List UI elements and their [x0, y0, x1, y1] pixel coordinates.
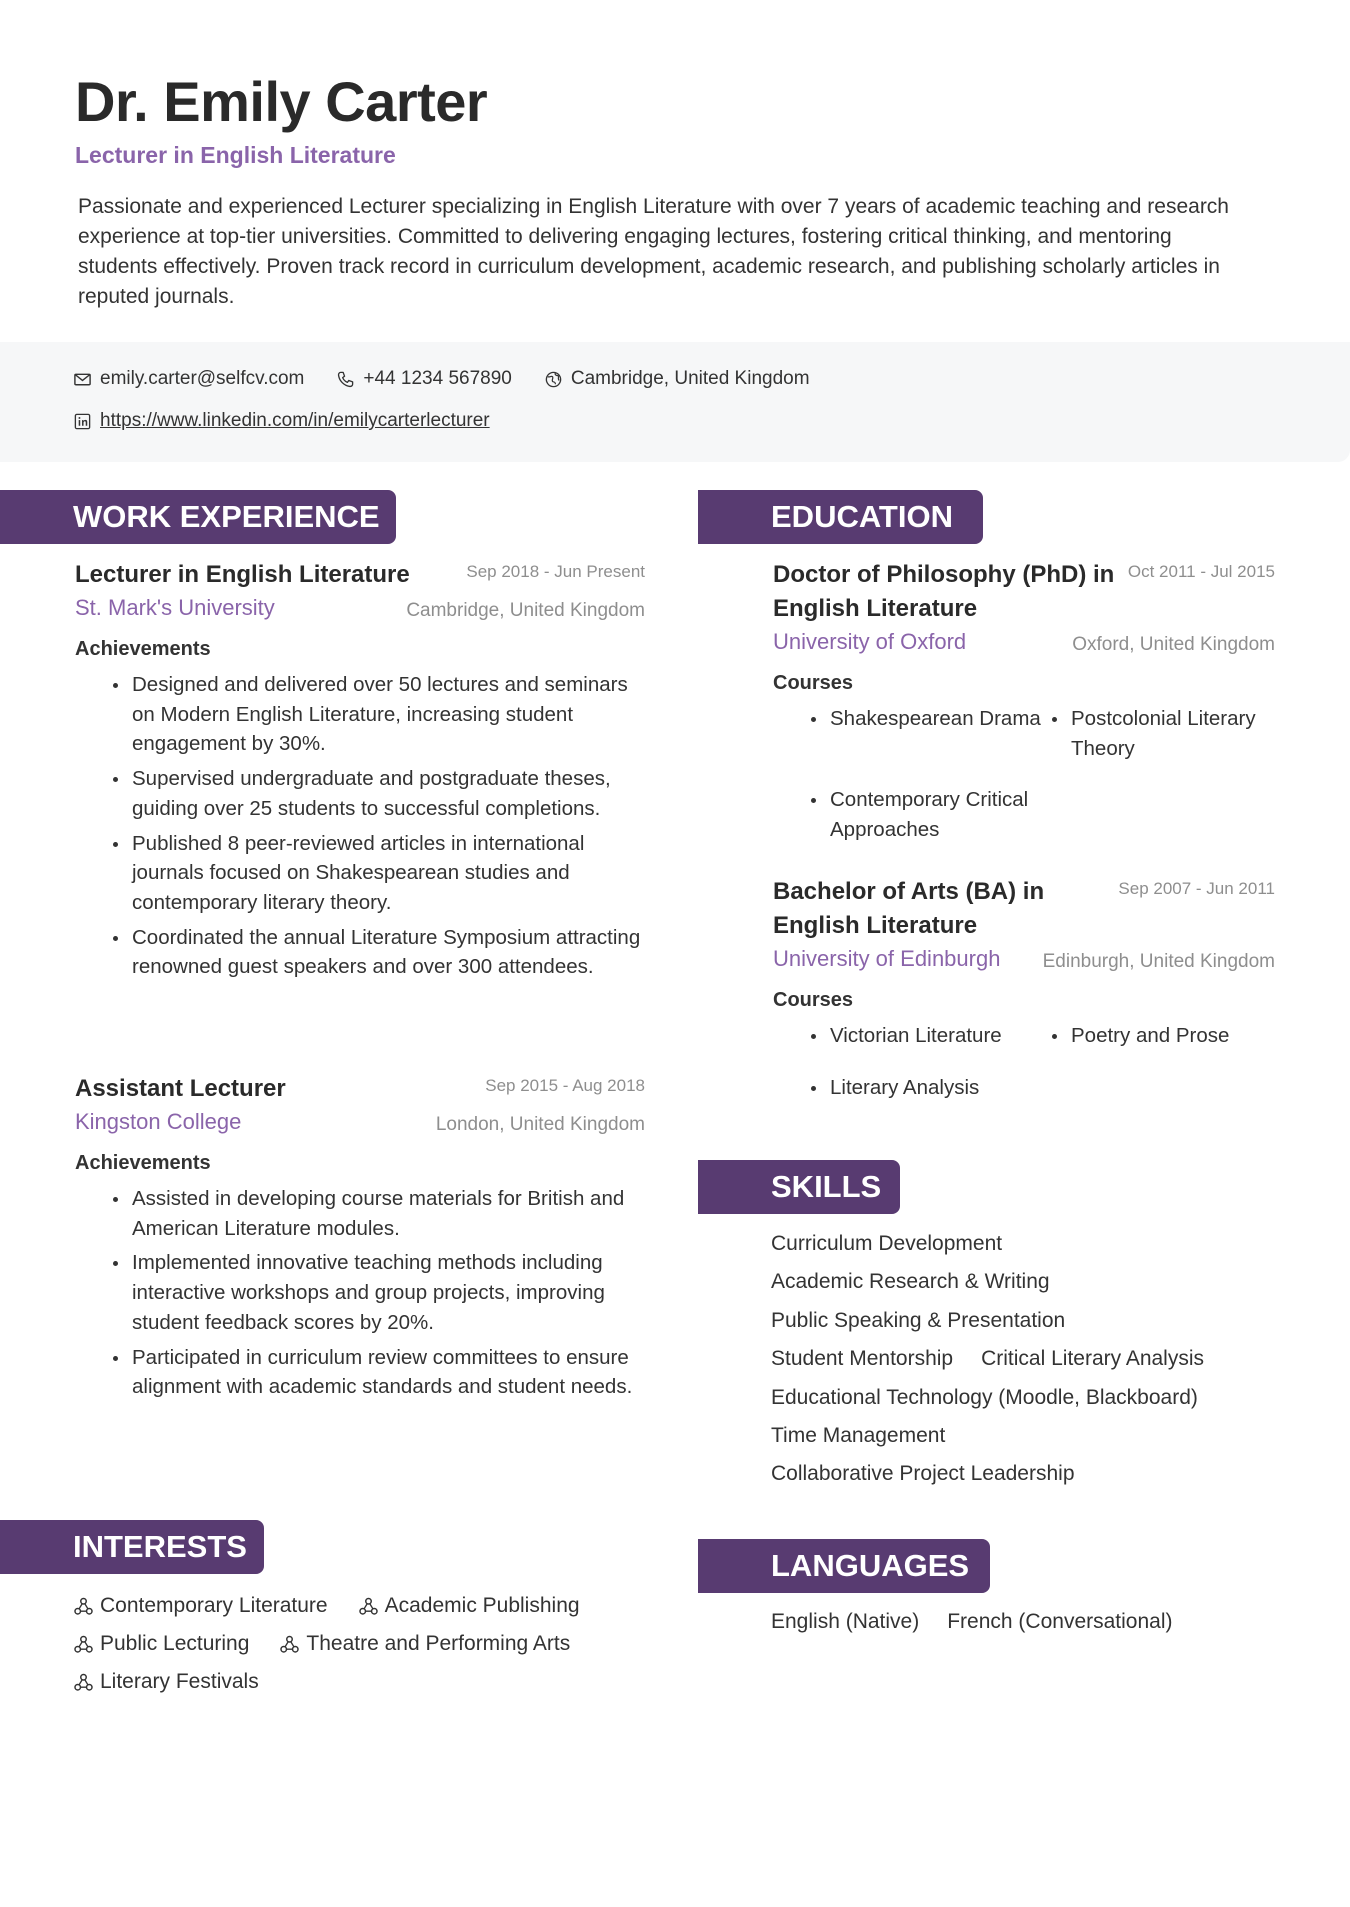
education-date: Oct 2011 - Jul 2015 [1127, 562, 1275, 581]
contact-email-text: emily.carter@selfcv.com [100, 368, 305, 389]
interest-icon [73, 1596, 94, 1617]
summary-text: Passionate and experienced Lecturer specializing in English Literature with over 7 years of academic teaching and research experience at top-tier universities. Committed to delivering engaging lectures, fostering critical thinking, and mentoring students effectively. Proven track record in curriculum development, academic research, and publishing scholarly articles in reputed journals. [78, 195, 1229, 308]
work-title: Assistant Lecturer [75, 1075, 286, 1102]
contact-location-text: Cambridge, United Kingdom [570, 368, 810, 389]
education-subhead: Courses [773, 672, 854, 694]
work-location: London, United Kingdom [435, 1114, 645, 1135]
list-item: Assisted in developing course materials for British and American Literature modules. [132, 1184, 645, 1243]
work-org: Kingston College [75, 1109, 242, 1134]
section-title-education: EDUCATION [771, 499, 953, 534]
list-item: Coordinated the annual Literature Symposium attracting renowned guest speakers and over 300 attendees. [132, 923, 645, 982]
interest-icon [73, 1672, 94, 1693]
section-education [698, 490, 983, 544]
linkedin-icon [73, 412, 92, 431]
education-location: Edinburgh, United Kingdom [1042, 951, 1275, 972]
interest-item [73, 1587, 328, 1625]
section-title-interests: INTERESTS [73, 1529, 247, 1564]
interest-label: Theatre and Performing Arts [306, 1632, 571, 1655]
interest-item [358, 1587, 580, 1625]
education-org: University of Oxford [773, 629, 967, 654]
achievements-list [75, 670, 645, 982]
section-skills [698, 1160, 900, 1214]
interest-label: Academic Publishing [384, 1594, 580, 1617]
contact-location [544, 368, 810, 390]
skill-item: Public Speaking & Presentation [771, 1308, 1066, 1332]
languages-list [771, 1605, 1201, 1639]
skill-item: Educational Technology (Moodle, Blackboard) [771, 1385, 1198, 1409]
contact-email[interactable] [73, 368, 304, 390]
phone-icon [336, 370, 355, 389]
list-item: Contemporary Critical Approaches [830, 785, 1071, 844]
work-org: St. Mark's University [75, 595, 275, 620]
section-work-experience [0, 490, 396, 544]
section-languages [698, 1539, 990, 1593]
work-subhead: Achievements [75, 638, 211, 660]
list-item: Postcolonial Literary Theory [1071, 704, 1301, 763]
achievements-list [75, 1184, 645, 1402]
linkedin-link[interactable]: https://www.linkedin.com/in/emilycarterlecturer [100, 410, 490, 431]
list-item: Victorian Literature [830, 1021, 1071, 1051]
education-entry-1 [773, 558, 1275, 845]
education-title: Bachelor of Arts (BA) in English Literature [773, 878, 1045, 939]
education-title: Doctor of Philosophy (PhD) in English Literature [773, 561, 1115, 622]
work-title: Lecturer in English Literature [75, 561, 410, 588]
education-subhead: Courses [773, 989, 854, 1011]
work-entry-2 [75, 1072, 645, 1407]
work-date: Sep 2015 - Aug 2018 [485, 1076, 645, 1095]
skill-item: Critical Literary Analysis [981, 1347, 1205, 1371]
work-date: Sep 2018 - Jun Present [466, 562, 645, 581]
language-item: French (Conversational) [947, 1610, 1173, 1633]
list-item: Participated in curriculum review committees to ensure alignment with academic standards and student needs. [132, 1343, 645, 1402]
section-interests [0, 1520, 264, 1574]
interest-icon [73, 1634, 94, 1655]
interest-item [279, 1625, 570, 1663]
interest-label: Contemporary Literature [100, 1594, 328, 1617]
interest-label: Literary Festivals [100, 1670, 259, 1693]
skill-item: Curriculum Development [771, 1232, 1003, 1255]
skill-item: Academic Research & Writing [771, 1270, 1050, 1294]
work-location: Cambridge, United Kingdom [406, 600, 645, 621]
interest-label: Public Lecturing [100, 1632, 250, 1655]
education-date: Sep 2007 - Jun 2011 [1118, 879, 1275, 898]
contact-phone[interactable] [336, 368, 511, 390]
globe-icon [544, 370, 563, 389]
interest-item [73, 1663, 259, 1701]
section-title-languages: LANGUAGES [771, 1548, 970, 1583]
person-name: Dr. Emily Carter [75, 70, 488, 133]
list-item: Designed and delivered over 50 lectures and seminars on Modern English Literature, increasing student engagement by 30%. [132, 670, 645, 759]
education-org: University of Edinburgh [773, 946, 1001, 971]
skill-item: Student Mentorship [771, 1347, 954, 1371]
courses-list [773, 704, 1275, 845]
job-title: Lecturer in English Literature [75, 142, 396, 168]
language-item: English (Native) [771, 1610, 920, 1633]
list-item: Shakespearean Drama [830, 704, 1071, 763]
list-item: Literary Analysis [830, 1073, 1071, 1103]
mail-icon [73, 370, 92, 389]
list-item: Published 8 peer-reviewed articles in international journals focused on Shakespearean studies and contemporary literary theory. [132, 829, 645, 918]
skills-list [771, 1225, 1291, 1494]
list-item: Implemented innovative teaching methods including interactive workshops and group projects, improving student feedback scores by 20%. [132, 1248, 645, 1337]
interest-item [73, 1625, 249, 1663]
contact-bar [0, 342, 1350, 462]
courses-list [773, 1021, 1275, 1102]
list-item: Supervised undergraduate and postgraduate theses, guiding over 25 students to successful completions. [132, 764, 645, 823]
interest-icon [358, 1596, 379, 1617]
skill-item: Time Management [771, 1424, 946, 1448]
interest-icon [279, 1634, 300, 1655]
interests-list [73, 1587, 653, 1701]
section-title-skills: SKILLS [771, 1169, 882, 1204]
education-location: Oxford, United Kingdom [1072, 634, 1275, 655]
skill-item: Collaborative Project Leadership [771, 1462, 1075, 1486]
education-entry-2 [773, 875, 1275, 1102]
work-entry-1 [75, 558, 645, 987]
contact-phone-text: +44 1234 567890 [363, 368, 512, 389]
contact-linkedin[interactable] [73, 410, 490, 432]
resume-header [75, 70, 1229, 312]
work-subhead: Achievements [75, 1152, 211, 1174]
list-item: Poetry and Prose [1071, 1021, 1301, 1051]
section-title-work: WORK EXPERIENCE [73, 499, 380, 534]
